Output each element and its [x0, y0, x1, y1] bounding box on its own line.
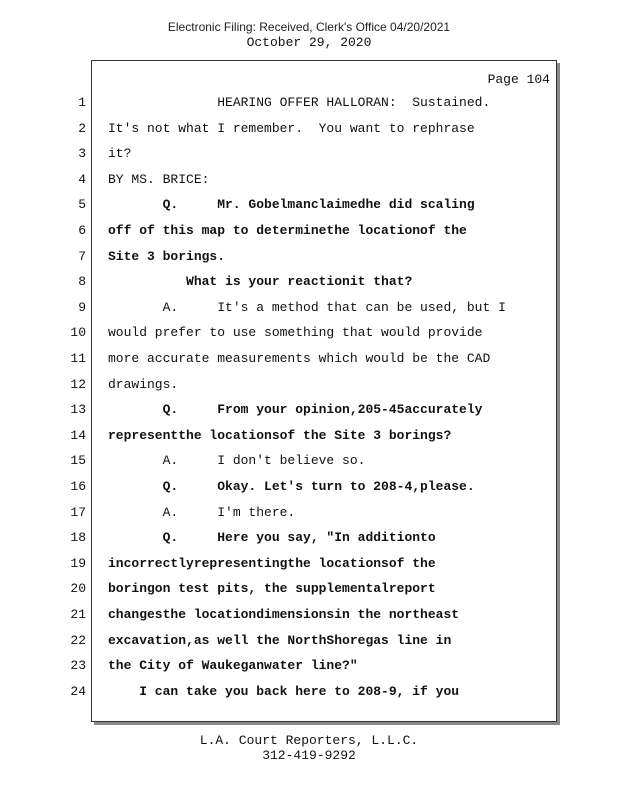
line-number: 15 — [70, 453, 86, 469]
line-number: 7 — [78, 248, 86, 264]
line-number: 20 — [70, 581, 86, 597]
transcript-line: HEARING OFFER HALLORAN: Sustained. — [108, 95, 491, 110]
line-number: 13 — [70, 402, 86, 418]
transcript-line: representthe locationsof the Site 3 borings? — [108, 427, 452, 443]
line-number: 24 — [70, 683, 86, 699]
line-number: 22 — [70, 632, 86, 648]
transcript-line: drawings. — [108, 376, 179, 392]
transcript-line: A. I don't believe so. — [108, 453, 366, 469]
transcript-line: more accurate measurements which would be the CAD — [108, 351, 491, 366]
line-number: 1 — [78, 95, 86, 110]
transcript-line: What is your reactionit that? — [108, 274, 413, 290]
transcript-line: the City of Waukeganwater line?" — [108, 658, 358, 674]
line-number: 17 — [70, 504, 86, 520]
transcript-line: off of this map to determinethe locationof the — [108, 223, 467, 238]
line-number: 16 — [70, 479, 86, 494]
line-number: 11 — [70, 351, 86, 366]
reporter-phone: 312-419-9292 — [262, 748, 356, 763]
line-number: 14 — [70, 427, 86, 443]
transcript-line: it? — [108, 146, 132, 162]
line-number: 2 — [78, 120, 86, 136]
reporter-company: L.A. Court Reporters, L.L.C. — [199, 733, 419, 748]
transcript-line: A. I'm there. — [108, 504, 296, 520]
line-number: 3 — [78, 146, 86, 162]
transcript-line: boringon test pits, the supplementalreport — [108, 581, 436, 597]
transcript-line: Site 3 borings. — [108, 248, 226, 264]
line-number: 10 — [70, 325, 86, 341]
line-number: 19 — [70, 555, 86, 571]
transcript-line: would prefer to use something that would provide — [108, 325, 483, 341]
line-number: 5 — [78, 197, 86, 213]
line-number: 21 — [70, 607, 86, 622]
transcript-line: I can take you back here to 208-9, if you — [108, 683, 460, 699]
transcript-line: Q. Mr. Gobelmanclaimedhe did scaling — [108, 197, 475, 213]
line-number: 23 — [70, 658, 86, 674]
filing-stamp: Electronic Filing: Received, Clerk's Office 04/20/2021 — [167, 20, 451, 34]
transcript-line: excavation,as well the NorthShoregas line in — [108, 632, 452, 648]
reporter-footer — [0, 733, 618, 763]
transcript-line: changesthe locationdimensionsin the northeast — [108, 607, 460, 622]
page-number: Page 104 — [487, 72, 550, 87]
line-number: 8 — [78, 274, 86, 290]
transcript-line: Q. Okay. Let's turn to 208-4,please. — [108, 479, 475, 494]
line-number: 4 — [78, 171, 86, 187]
line-number: 12 — [70, 376, 86, 392]
transcript-line: Q. Here you say, "In additionto — [108, 530, 436, 546]
line-number: 9 — [78, 299, 86, 315]
line-number: 18 — [70, 530, 86, 546]
transcript-line: incorrectlyrepresentingthe locationsof the — [108, 555, 436, 571]
hearing-date: October 29, 2020 — [246, 35, 372, 50]
transcript-line: BY MS. BRICE: — [108, 171, 210, 187]
transcript-line: A. It's a method that can be used, but I — [108, 299, 506, 315]
transcript-line: Q. From your opinion,205-45accurately — [108, 402, 483, 418]
transcript-line: It's not what I remember. You want to rephrase — [108, 120, 475, 136]
line-number: 6 — [78, 223, 86, 238]
